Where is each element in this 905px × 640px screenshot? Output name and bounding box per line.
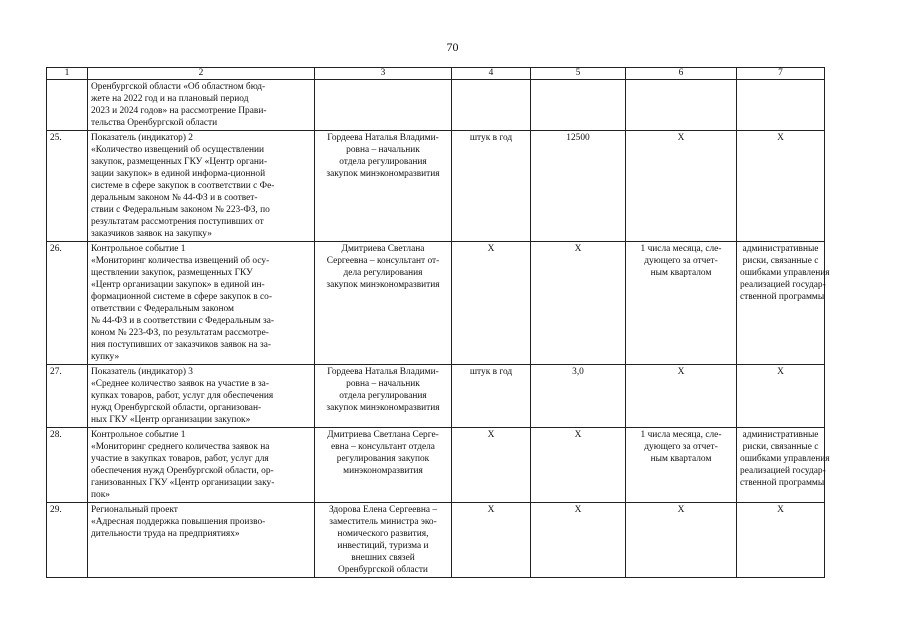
cell-text-line: дела регулирования	[343, 268, 423, 278]
cell-text-line: коном № 223-ФЗ, по результатам рассмотре-	[91, 328, 269, 338]
cell-text-line: дительности труда на предприятиях»	[91, 529, 240, 539]
cell-text-line: ственной программы	[740, 478, 825, 488]
value-cell: Х	[531, 242, 626, 365]
cell-text-line: 2023 и 2024 годов» на рассмотрение Прави-	[91, 106, 267, 116]
row-number-cell: 28.	[47, 428, 88, 503]
cell-text-line: реализацией государ-	[740, 280, 826, 290]
cell-text-line: Х	[777, 367, 784, 377]
deadline-cell	[626, 242, 737, 365]
cell-text-line: тельства Оренбургской области	[91, 118, 218, 128]
cell-text-line: дующего за отчет-	[644, 256, 718, 266]
cell-text-line: деральным законом № 44-ФЗ и в соответ-	[91, 193, 258, 203]
cell-text-line: Х	[777, 505, 784, 515]
cell-text-line: 1 числа месяца, сле-	[640, 430, 722, 440]
deadline-cell	[626, 365, 737, 428]
cell-text-line: ным кварталом	[650, 268, 712, 278]
cell-text-line: Сергеевна – консультант от-	[326, 256, 440, 266]
risks-cell	[737, 365, 825, 428]
cell-text-line: «Адресная поддержка повышения произво-	[91, 517, 266, 527]
cell-text-line: закупок минэкономразвития	[326, 403, 440, 413]
cell-text-line: купках товаров, работ, услуг для обеспечения	[91, 391, 274, 401]
description-cell	[88, 242, 315, 365]
cell-text-line: заказчиков заявок на закупку»	[91, 229, 212, 239]
cell-text-line: риски, связанные с	[742, 256, 819, 266]
cell-text-line: нужд Оренбургской области, организован-	[91, 403, 262, 413]
unit-cell: Х	[452, 428, 531, 503]
cell-text-line: Показатель (индикатор) 3	[91, 367, 193, 377]
cell-text-line: Гордеева Наталья Владими-	[327, 367, 439, 377]
column-number-header: 6	[626, 68, 737, 80]
cell-text-line: закупок минэкономразвития	[326, 169, 440, 179]
cell-text-line: «Центр организации закупок» в единой ин-	[91, 280, 265, 290]
cell-text-line: ствии с Федеральным законом № 223-ФЗ, по	[91, 205, 270, 215]
row-number-cell: 25.	[47, 131, 88, 242]
cell-text-line: Региональный проект	[91, 505, 178, 515]
responsible-person-cell	[315, 365, 452, 428]
cell-text-line: Х	[777, 133, 784, 143]
cell-text-line: Оренбургской области	[338, 565, 428, 575]
cell-text-line: «Среднее количество заявок на участие в за-	[91, 379, 269, 389]
program-table	[46, 67, 830, 578]
responsible-person-cell	[315, 503, 452, 578]
column-number-header: 3	[315, 68, 452, 80]
cell-text-line: ровна – начальник	[346, 379, 420, 389]
cell-text-line: «Мониторинг количества извещений об осу-	[91, 256, 270, 266]
risks-cell	[737, 131, 825, 242]
table-header-row	[47, 68, 825, 80]
value-cell: Х	[531, 503, 626, 578]
cell-text-line: обеспечения нужд Оренбургской области, ор-	[91, 466, 274, 476]
responsible-person-cell	[315, 131, 452, 242]
cell-text-line: ганизованных ГКУ «Центр организации заку-	[91, 478, 275, 488]
cell-text-line: 1 числа месяца, сле-	[640, 244, 722, 254]
value-cell	[531, 80, 626, 131]
cell-text-line: Х	[677, 505, 685, 515]
cell-text-line: отдела регулирования	[339, 157, 427, 167]
cell-text-line: «Мониторинг среднего количества заявок на	[91, 442, 270, 452]
cell-text-line: евна – консультант отдела	[331, 442, 435, 452]
risks-cell	[737, 503, 825, 578]
column-number-header: 5	[531, 68, 626, 80]
description-cell	[88, 428, 315, 503]
cell-text-line: Контрольное событие 1	[91, 430, 186, 440]
cell-text-line: закупок минэкономразвития	[326, 280, 440, 290]
cell-text-line: реализацией государ-	[740, 466, 826, 476]
column-number-header: 7	[737, 68, 825, 80]
unit-cell: штук в год	[452, 131, 531, 242]
cell-text-line: Гордеева Наталья Владими-	[327, 133, 439, 143]
table-row	[47, 428, 825, 503]
cell-text-line: ошибками управления	[740, 454, 830, 464]
deadline-cell	[626, 428, 737, 503]
deadline-cell	[626, 131, 737, 242]
table-row	[47, 80, 825, 131]
cell-text-line: инвестиций, туризма и	[337, 541, 429, 551]
cell-text-line: Дмитриева Светлана	[341, 244, 425, 254]
cell-text-line: зации закупок» в единой информа-ционной	[91, 169, 266, 179]
cell-text-line: Контрольное событие 1	[91, 244, 186, 254]
cell-text-line: ответствии с Федеральным законом	[91, 304, 234, 314]
column-number-header: 2	[88, 68, 315, 80]
unit-cell: штук в год	[452, 365, 531, 428]
cell-text-line: риски, связанные с	[742, 442, 819, 452]
row-number-cell	[47, 80, 88, 131]
responsible-person-cell	[315, 80, 452, 131]
cell-text-line: ществлении закупок, размещенных ГКУ	[91, 268, 253, 278]
cell-text-line: административные	[742, 430, 819, 440]
cell-text-line: Дмитриева Светлана Серге-	[327, 430, 439, 440]
description-cell	[88, 80, 315, 131]
table-row	[47, 242, 825, 365]
cell-text-line: формационной системе в сфере закупок в со-	[91, 292, 272, 302]
value-cell: 12500	[531, 131, 626, 242]
cell-text-line: результатам рассмотрения поступивших от	[91, 217, 264, 227]
table-row	[47, 131, 825, 242]
responsible-person-cell	[315, 428, 452, 503]
risks-cell	[737, 428, 830, 503]
cell-text-line: «Количество извещений об осуществлении	[91, 145, 265, 155]
cell-text-line: Х	[677, 367, 685, 377]
cell-text-line: ошибками управления	[740, 268, 830, 278]
cell-text-line: Оренбургской области «Об областном бюд-	[91, 82, 266, 92]
cell-text-line: внешних связей	[351, 553, 415, 563]
value-cell: 3,0	[531, 365, 626, 428]
column-number-header: 1	[47, 68, 88, 80]
deadline-cell	[626, 503, 737, 578]
value-cell: Х	[531, 428, 626, 503]
risks-cell	[737, 80, 825, 131]
table-row	[47, 503, 825, 578]
cell-text-line: пок»	[91, 490, 110, 500]
cell-text-line: купку»	[91, 352, 120, 362]
unit-cell: Х	[452, 242, 531, 365]
cell-text-line: жете на 2022 год и на плановый период	[91, 94, 249, 104]
unit-cell: Х	[452, 503, 531, 578]
cell-text-line: Здорова Елена Сергеевна –	[328, 505, 438, 515]
table-row	[47, 365, 825, 428]
cell-text-line: Показатель (индикатор) 2	[91, 133, 193, 143]
cell-text-line: ственной программы	[740, 292, 825, 302]
cell-text-line: ным кварталом	[650, 454, 712, 464]
cell-text-line: регулирования закупок	[336, 454, 430, 464]
responsible-person-cell	[315, 242, 452, 365]
cell-text-line: отдела регулирования	[339, 391, 427, 401]
cell-text-line: дующего за отчет-	[644, 442, 718, 452]
cell-text-line: ния поступивших от заказчиков заявок на за-	[91, 340, 272, 350]
cell-text-line: участие в закупках товаров, работ, услуг для	[91, 454, 269, 464]
column-number-header: 4	[452, 68, 531, 80]
cell-text-line: административные	[742, 244, 819, 254]
cell-text-line: № 44-ФЗ и в соответствии с Федеральным за-	[91, 316, 275, 326]
cell-text-line: системе в сфере закупок в соответствии с Фе-	[91, 181, 275, 191]
cell-text-line: Х	[677, 133, 685, 143]
description-cell	[88, 131, 315, 242]
cell-text-line: закупок, размещенных ГКУ «Центр органи-	[91, 157, 268, 167]
row-number-cell: 26.	[47, 242, 88, 365]
description-cell	[88, 365, 315, 428]
page-number: 70	[446, 40, 459, 54]
cell-text-line: ных ГКУ «Центр организации закупок»	[91, 415, 251, 425]
description-cell	[88, 503, 315, 578]
row-number-cell: 29.	[47, 503, 88, 578]
row-number-cell: 27.	[47, 365, 88, 428]
risks-cell	[737, 242, 830, 365]
unit-cell	[452, 80, 531, 131]
cell-text-line: ровна – начальник	[346, 145, 420, 155]
cell-text-line: номического развития,	[337, 529, 429, 539]
cell-text-line: минэкономразвития	[343, 466, 423, 476]
deadline-cell	[626, 80, 737, 131]
cell-text-line: заместитель министра эко-	[329, 517, 437, 527]
